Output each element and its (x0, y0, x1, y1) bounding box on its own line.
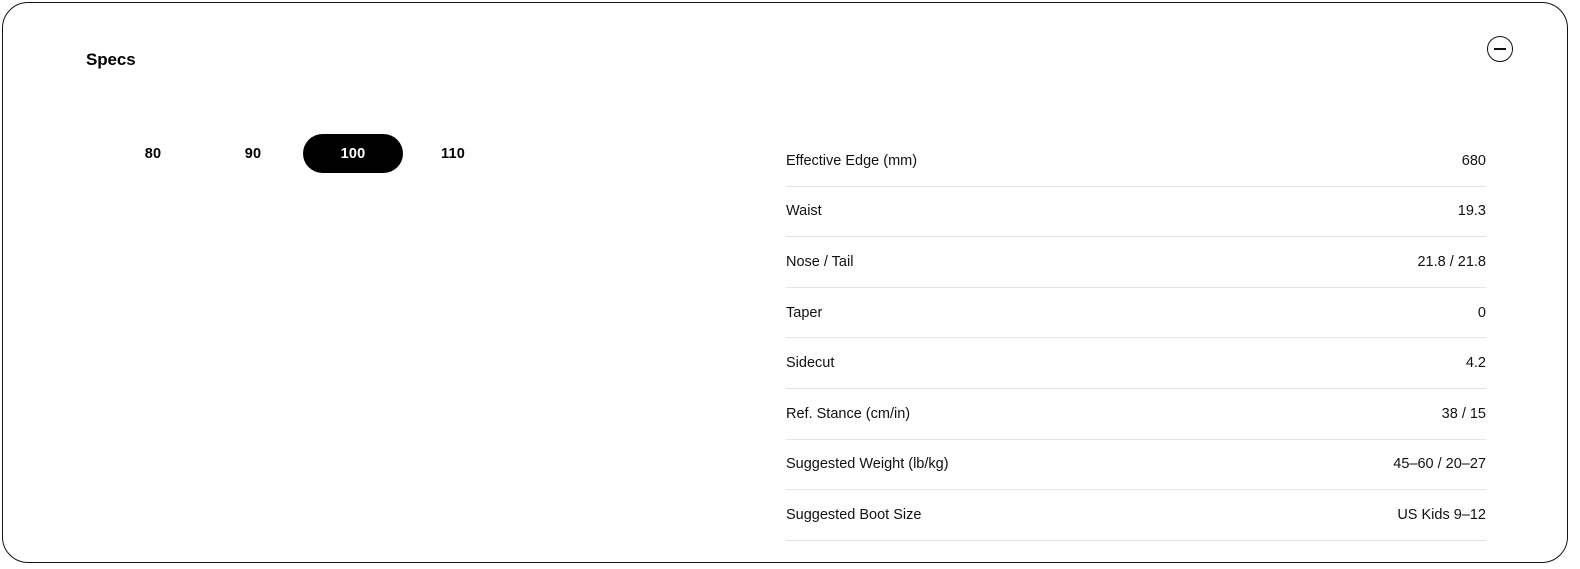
spec-label: Taper (786, 304, 823, 321)
size-option-100[interactable]: 100 (303, 134, 403, 173)
size-option-90[interactable]: 90 (203, 134, 303, 173)
spec-value: 4.2 (1465, 355, 1486, 372)
size-selector[interactable] (103, 134, 503, 173)
spec-label: Nose / Tail (786, 253, 854, 270)
spec-table (786, 136, 1486, 541)
table-row (786, 490, 1486, 541)
spec-label: Ref. Stance (cm/in) (786, 405, 911, 422)
table-row (786, 237, 1486, 288)
spec-value: 680 (1461, 152, 1486, 169)
specs-panel (2, 2, 1568, 563)
minus-glyph (1494, 48, 1506, 50)
spec-value: 38 / 15 (1441, 405, 1486, 422)
minus-circle-icon[interactable] (1487, 36, 1513, 62)
spec-label: Suggested Weight (lb/kg) (786, 456, 949, 473)
spec-label: Waist (786, 203, 822, 220)
size-option-110[interactable]: 110 (403, 134, 503, 173)
size-option-80[interactable]: 80 (103, 134, 203, 173)
page-title: Specs (86, 50, 136, 70)
table-row (786, 187, 1486, 238)
table-row (786, 440, 1486, 491)
spec-label: Sidecut (786, 355, 835, 372)
table-row (786, 338, 1486, 389)
spec-value: 45–60 / 20–27 (1393, 456, 1486, 473)
spec-value: 0 (1477, 304, 1486, 321)
spec-value: US Kids 9–12 (1397, 506, 1486, 523)
spec-value: 21.8 / 21.8 (1417, 253, 1486, 270)
table-row (786, 288, 1486, 339)
spec-value: 19.3 (1457, 203, 1486, 220)
table-row (786, 389, 1486, 440)
table-row (786, 136, 1486, 187)
spec-label: Effective Edge (mm) (786, 152, 918, 169)
spec-label: Suggested Boot Size (786, 506, 922, 523)
